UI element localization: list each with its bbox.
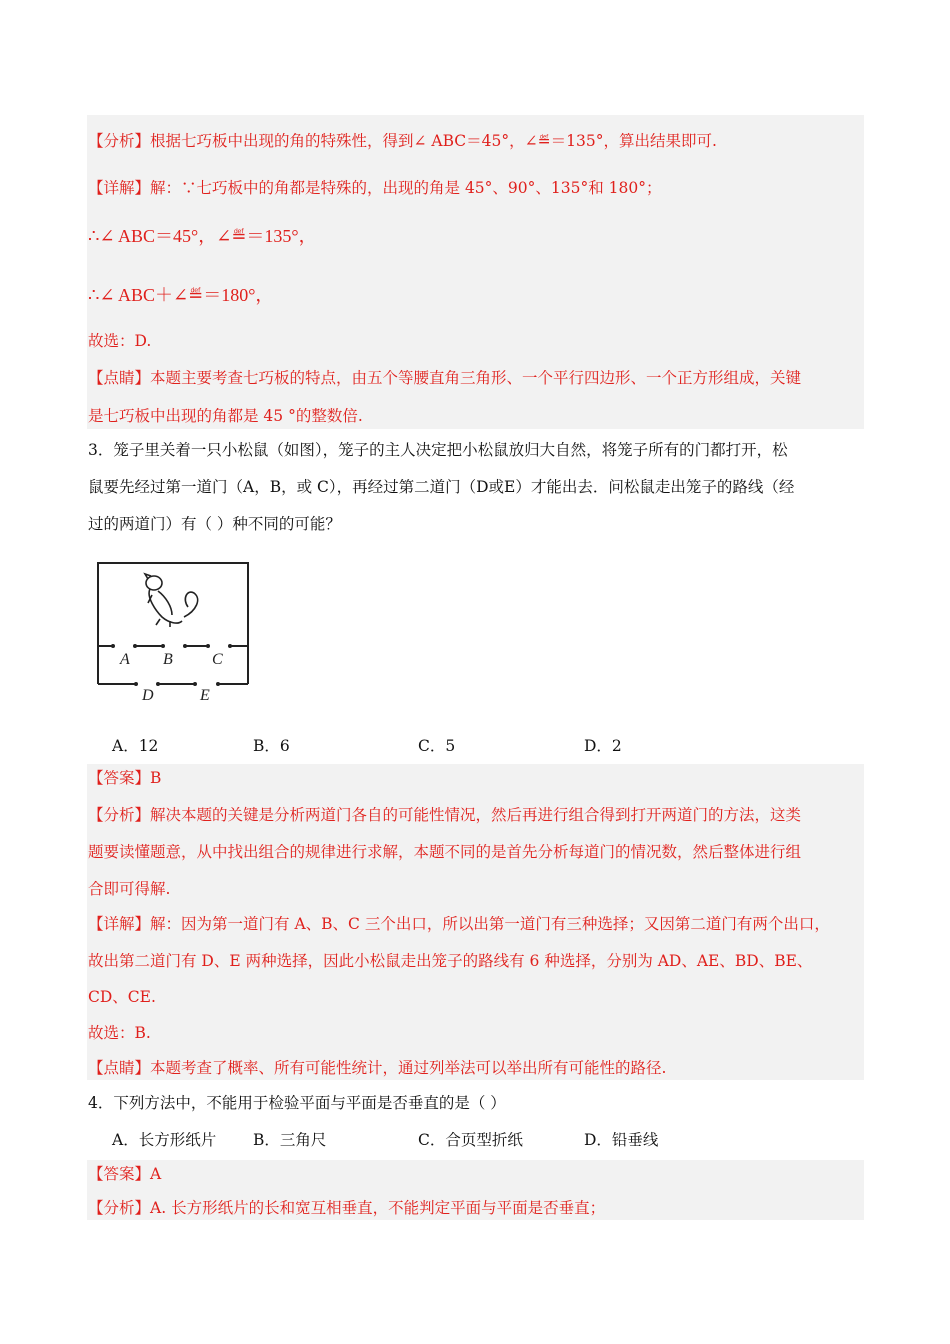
q4-answer: 【答案】A: [88, 1165, 162, 1183]
q3-question-line1: 3．笼子里关着一只小松鼠（如图），笼子的主人决定把小松鼠放归大自然，将笼子所有的门都打开，松: [88, 441, 788, 459]
squirrel-cage-figure: [90, 555, 260, 705]
q3-option-c: C．5: [418, 737, 456, 755]
door-label-a: A: [120, 651, 130, 668]
q2-analysis: 【分析】根据七巧板中出现的角的特殊性，得到∠ ABC＝45°，∠≝＝135°，算出结果即可.: [88, 132, 717, 150]
q3-detail: 【详解】解：因为第一道门有 A、B、C 三个出口，所以出第一道门有三种选择；又因第二道门有两个出口，: [88, 915, 830, 933]
q3-answer: 【答案】B: [88, 769, 162, 787]
q3-analysis-line3: 合即可得解.: [88, 880, 171, 898]
q2-step2: ∴∠ ABC＋∠≝＝180°，: [88, 285, 274, 305]
q3-option-a: A．12: [112, 737, 159, 755]
q3-analysis-line2: 题要读懂题意，从中找出组合的规律进行求解，本题不同的是首先分析每道门的情况数，然后整体进行组: [88, 843, 802, 861]
q3-comment: 【点睛】本题考查了概率、所有可能性统计，通过列举法可以举出所有可能性的路径.: [88, 1059, 667, 1077]
squirrel-drawing: [145, 574, 198, 627]
q3-detail-line3: CD、CE.: [88, 988, 156, 1006]
q4-question: 4．下列方法中，不能用于检验平面与平面是否垂直的是（ ）: [88, 1094, 506, 1112]
q3-option-d: D．2: [584, 737, 622, 755]
q4-analysis: 【分析】A. 长方形纸片的长和宽互相垂直，不能判定平面与平面是否垂直；: [88, 1199, 606, 1217]
q3-question-line2: 鼠要先经过第一道门（A，B，或 C），再经过第二道门（D或E）才能出去．问松鼠走出笼子的路线（经: [88, 478, 795, 496]
q2-step1: ∴∠ ABC＝45°，∠≝＝135°，: [88, 226, 317, 246]
q2-comment-line2: 是七巧板中出现的角都是 45 °的整数倍.: [88, 407, 363, 425]
q4-option-c: C．合页型折纸: [418, 1131, 523, 1149]
door-label-d: D: [142, 687, 154, 704]
q3-analysis: 【分析】解决本题的关键是分析两道门各自的可能性情况，然后再进行组合得到打开两道门的方法，这类: [88, 806, 802, 824]
q4-option-b: B．三角尺: [253, 1131, 327, 1149]
q2-detail: 【详解】解：∵七巧板中的角都是特殊的，出现的角是 45°、90°、135°和 180°；: [88, 179, 662, 197]
door-label-c: C: [212, 651, 223, 668]
q4-option-a: A．长方形纸片: [112, 1131, 217, 1149]
q3-question-line3: 过的两道门）有（ ）种不同的可能？: [88, 515, 341, 533]
q3-choose: 故选：B.: [88, 1024, 151, 1042]
q3-detail-line2: 故出第二道门有 D、E 两种选择，因此小松鼠走出笼子的路线有 6 种选择，分别为 AD、AE、BD、BE、: [88, 952, 813, 970]
q4-option-d: D．铅垂线: [584, 1131, 659, 1149]
q2-comment: 【点睛】本题主要考查七巧板的特点，由五个等腰直角三角形、一个平行四边形、一个正方形组成，关键: [88, 369, 802, 387]
q2-choose: 故选：D.: [88, 332, 152, 350]
door-label-b: B: [163, 651, 173, 668]
door-label-e: E: [200, 687, 210, 704]
q3-option-b: B．6: [253, 737, 290, 755]
